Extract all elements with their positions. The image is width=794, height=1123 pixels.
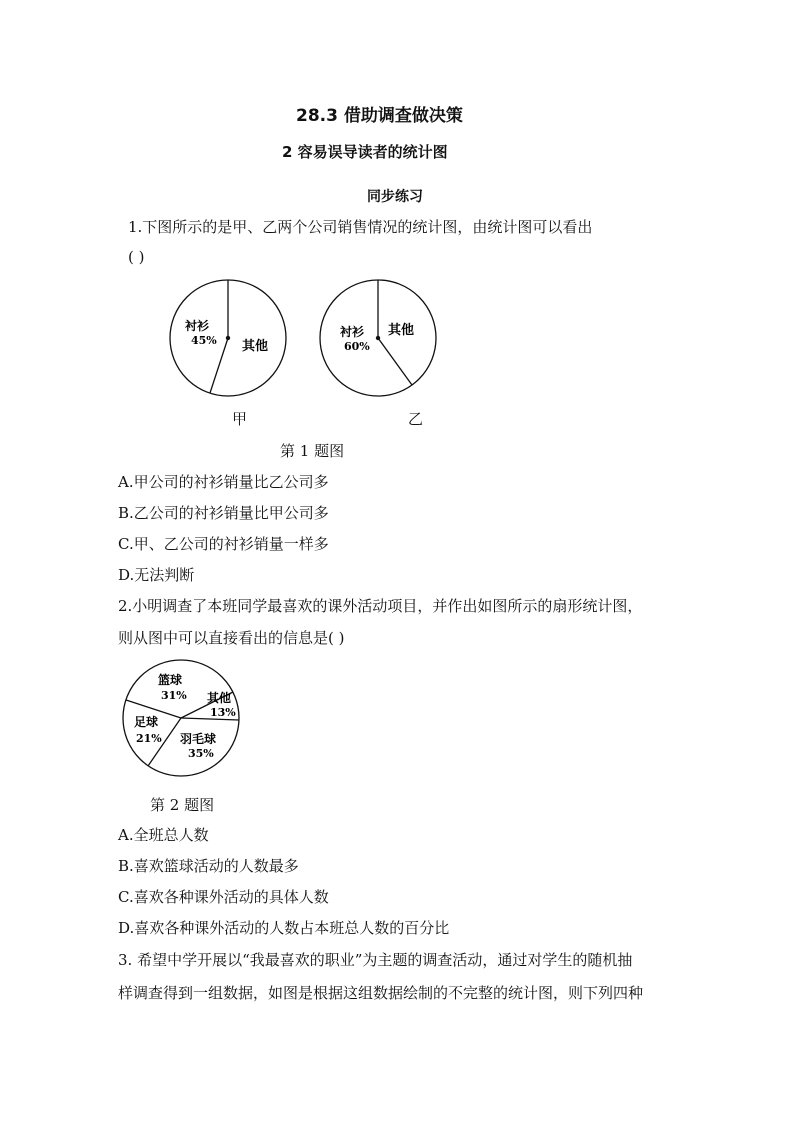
pie-yi-label-other: 其他 bbox=[388, 323, 415, 338]
slice-pct-basketball: 31% bbox=[161, 689, 187, 702]
q1-figure-caption: 第 1 题图 bbox=[280, 442, 345, 460]
pie-jia-caption: 甲 bbox=[232, 410, 248, 428]
section-heading: 同步练习 bbox=[367, 189, 423, 205]
q1-stem-line1: 1.下图所示的是甲、乙两个公司销售情况的统计图，由统计图可以看出 bbox=[128, 218, 593, 236]
slice-pct-other: 13% bbox=[210, 706, 236, 719]
pie-jia-label-other: 其他 bbox=[242, 339, 269, 354]
pie-yi-label-shirt: 衬衫 bbox=[340, 325, 365, 339]
lesson-subtitle: 2 容易误导读者的统计图 bbox=[282, 143, 448, 161]
q2-option-c: C.喜欢各种课外活动的具体人数 bbox=[118, 888, 329, 906]
pie-yi-center bbox=[376, 336, 380, 340]
pie-yi-caption: 乙 bbox=[408, 410, 424, 428]
pie-chart-jia bbox=[160, 274, 300, 402]
q3-stem-line2: 样调查得到一组数据，如图是根据这组数据绘制的不完整的统计图，则下列四种 bbox=[118, 984, 644, 1002]
pie-jia-center bbox=[226, 336, 230, 340]
q2-option-d: D.喜欢各种课外活动的人数占本班总人数的百分比 bbox=[118, 919, 450, 937]
q2-stem-line1: 2.小明调查了本班同学最喜欢的课外活动项目，并作出如图所示的扇形统计图， bbox=[118, 597, 643, 615]
activity-pie-chart bbox=[118, 656, 248, 782]
page-title: 28.3 借助调查做决策 bbox=[296, 106, 463, 126]
slice-pct-badminton: 35% bbox=[188, 747, 214, 760]
q2-option-b: B.喜欢篮球活动的人数最多 bbox=[118, 857, 299, 875]
slice-pct-football: 21% bbox=[136, 732, 162, 745]
q1-option-a: A.甲公司的衬衫销量比乙公司多 bbox=[118, 473, 329, 491]
slice-label-badminton: 羽毛球 bbox=[180, 732, 217, 746]
pie-yi-divider-bottom bbox=[378, 338, 412, 385]
slice-label-football: 足球 bbox=[134, 715, 159, 729]
q2-stem-line2: 则从图中可以直接看出的信息是( ) bbox=[118, 629, 345, 647]
slice-label-other: 其他 bbox=[207, 691, 232, 705]
q2-figure-caption: 第 2 题图 bbox=[150, 796, 215, 814]
q1-option-d: D.无法判断 bbox=[118, 566, 195, 584]
pie-jia-pct-shirt: 45% bbox=[191, 334, 217, 347]
pie-chart-yi bbox=[314, 274, 454, 402]
q1-stem-line2: ( ) bbox=[128, 248, 145, 266]
q1-option-c: C.甲、乙公司的衬衫销量一样多 bbox=[118, 535, 329, 553]
q2-option-a: A.全班总人数 bbox=[118, 826, 209, 844]
pie-jia-label-shirt: 衬衫 bbox=[185, 319, 210, 333]
q1-option-b: B.乙公司的衬衫销量比甲公司多 bbox=[118, 504, 329, 522]
q3-stem-line1: 3. 希望中学开展以“我最喜欢的职业”为主题的调查活动，通过对学生的随机抽 bbox=[118, 951, 633, 969]
pie-yi-pct-shirt: 60% bbox=[344, 340, 370, 353]
slice-label-basketball: 篮球 bbox=[158, 673, 183, 687]
